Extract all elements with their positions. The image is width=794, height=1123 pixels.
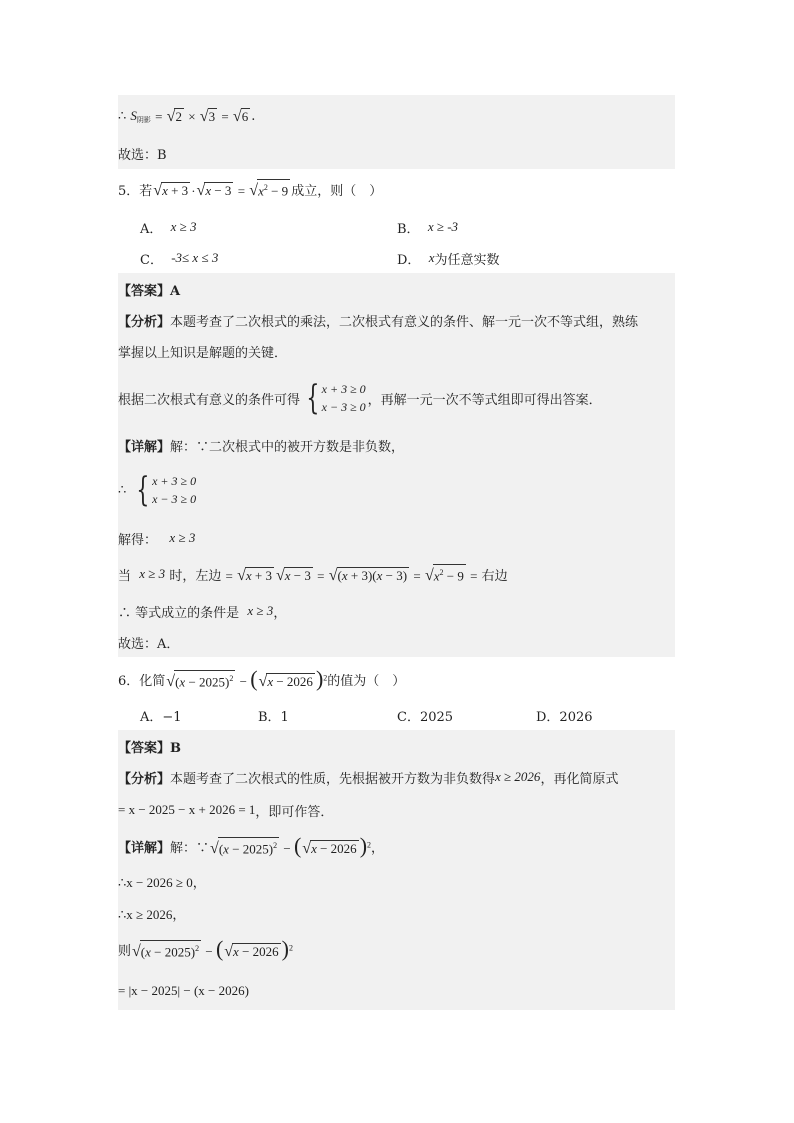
q5-conclusion: ∴ 等式成立的条件是 x ≥ 3 ，: [118, 603, 287, 621]
q6-expression: √ $(x - 2025)^2$ − ( √ x − 2026 )$^2$: [166, 666, 328, 691]
q6-option-d[interactable]: D．2026: [536, 709, 593, 725]
q6-answer: 【答案】B: [118, 740, 181, 756]
q5-stem: 5．若 √ x + 3 · √ x − 3 = √ $x^2 - 9$ 成立，则（ ）: [118, 172, 382, 206]
q5-option-c[interactable]: C． -3≤ x ≤ 3: [140, 250, 219, 268]
q6-step3: 则 √ $(x - 2025)^2$ − ( √ x − 2026 )$^2$: [118, 936, 293, 961]
q6-analysis: 【分析】 本题考查了二次根式的性质，先根据被开方数为非负数得 x ≥ 2026 ，再化简原式: [118, 769, 619, 787]
inequality-system: { x + 3 ≥ 0 x − 3 ≥ 0: [306, 378, 366, 418]
prev-solution-line1: ∴ S $_{阴影}$ = √ 2 × √ 3 = √ 6 .: [118, 107, 256, 125]
q5-analysis: 【分析】 本题考查了二次根式的乘法，二次根式有意义的条件、解一元一次不等式组，熟练: [118, 314, 639, 330]
q5-choice: 故选：A．: [118, 636, 180, 652]
q5-detail: 【详解】 解：∵二次根式中的被开方数是非负数，: [118, 439, 405, 455]
q6-option-b[interactable]: B．1: [258, 709, 289, 725]
q5-option-a[interactable]: A． x ≥ 3: [140, 219, 197, 237]
q6-option-c[interactable]: C．2025: [397, 709, 454, 725]
q6-step4: = |x − 2025| − (x − 2026): [118, 983, 249, 998]
area-expression: = √ 2 × √ 3 = √ 6: [155, 107, 249, 125]
q6-option-a[interactable]: A．−1: [140, 709, 182, 725]
q6-step1: ∴x − 2026 ≥ 0，: [118, 874, 206, 890]
q5-equation: √ x + 3 · √ x − 3 = √ $x^2 - 9$: [152, 179, 291, 199]
q5-therefore-system: ∴ { x + 3 ≥ 0 x − 3 ≥ 0: [118, 470, 197, 510]
q5-answer: 【答案】A: [118, 283, 181, 299]
q6-step2: ∴x ≥ 2026，: [118, 906, 186, 922]
q6-detail: 【详解】 解：∵ √ $(x - 2025)^2$ − ( √ x − 2026 )$^2$ ，: [118, 833, 385, 858]
prev-solution-choice: 故选：B: [118, 147, 167, 163]
q5-analysis-system: 根据二次根式有意义的条件可得 { x + 3 ≥ 0 x − 3 ≥ 0 ，再解一元一次不等式组即可得出答案．: [118, 378, 602, 418]
inequality-system-2: { x + 3 ≥ 0 x − 3 ≥ 0: [136, 470, 197, 510]
q5-left-side: = √ x + 3 √ x − 3 = √ (x + 3)(x − 3) = √ $x^2 - 9$ =: [225, 564, 477, 584]
q5-solve: 解得： x ≥ 3: [118, 530, 196, 548]
q5-analysis-cont: 掌握以上知识是解题的关键．: [118, 345, 288, 361]
q6-analysis-cont: = x − 2025 − x + 2026 = 1 ，即可作答．: [118, 802, 334, 820]
q5-option-b[interactable]: B． x ≥ -3: [397, 219, 459, 237]
q5-when: 当 x ≥ 3 时，左边 = √ x + 3 √ x − 3 = √ (x + 3)(x − 3) = √ $x^2 - 9$ = 右边: [118, 557, 508, 591]
q5-option-d[interactable]: D． x 为任意实数: [397, 250, 500, 268]
q6-stem: 6．化简 √ $(x - 2025)^2$ − ( √ x − 2026 )$^2$ 的值为（ ）: [118, 666, 406, 691]
